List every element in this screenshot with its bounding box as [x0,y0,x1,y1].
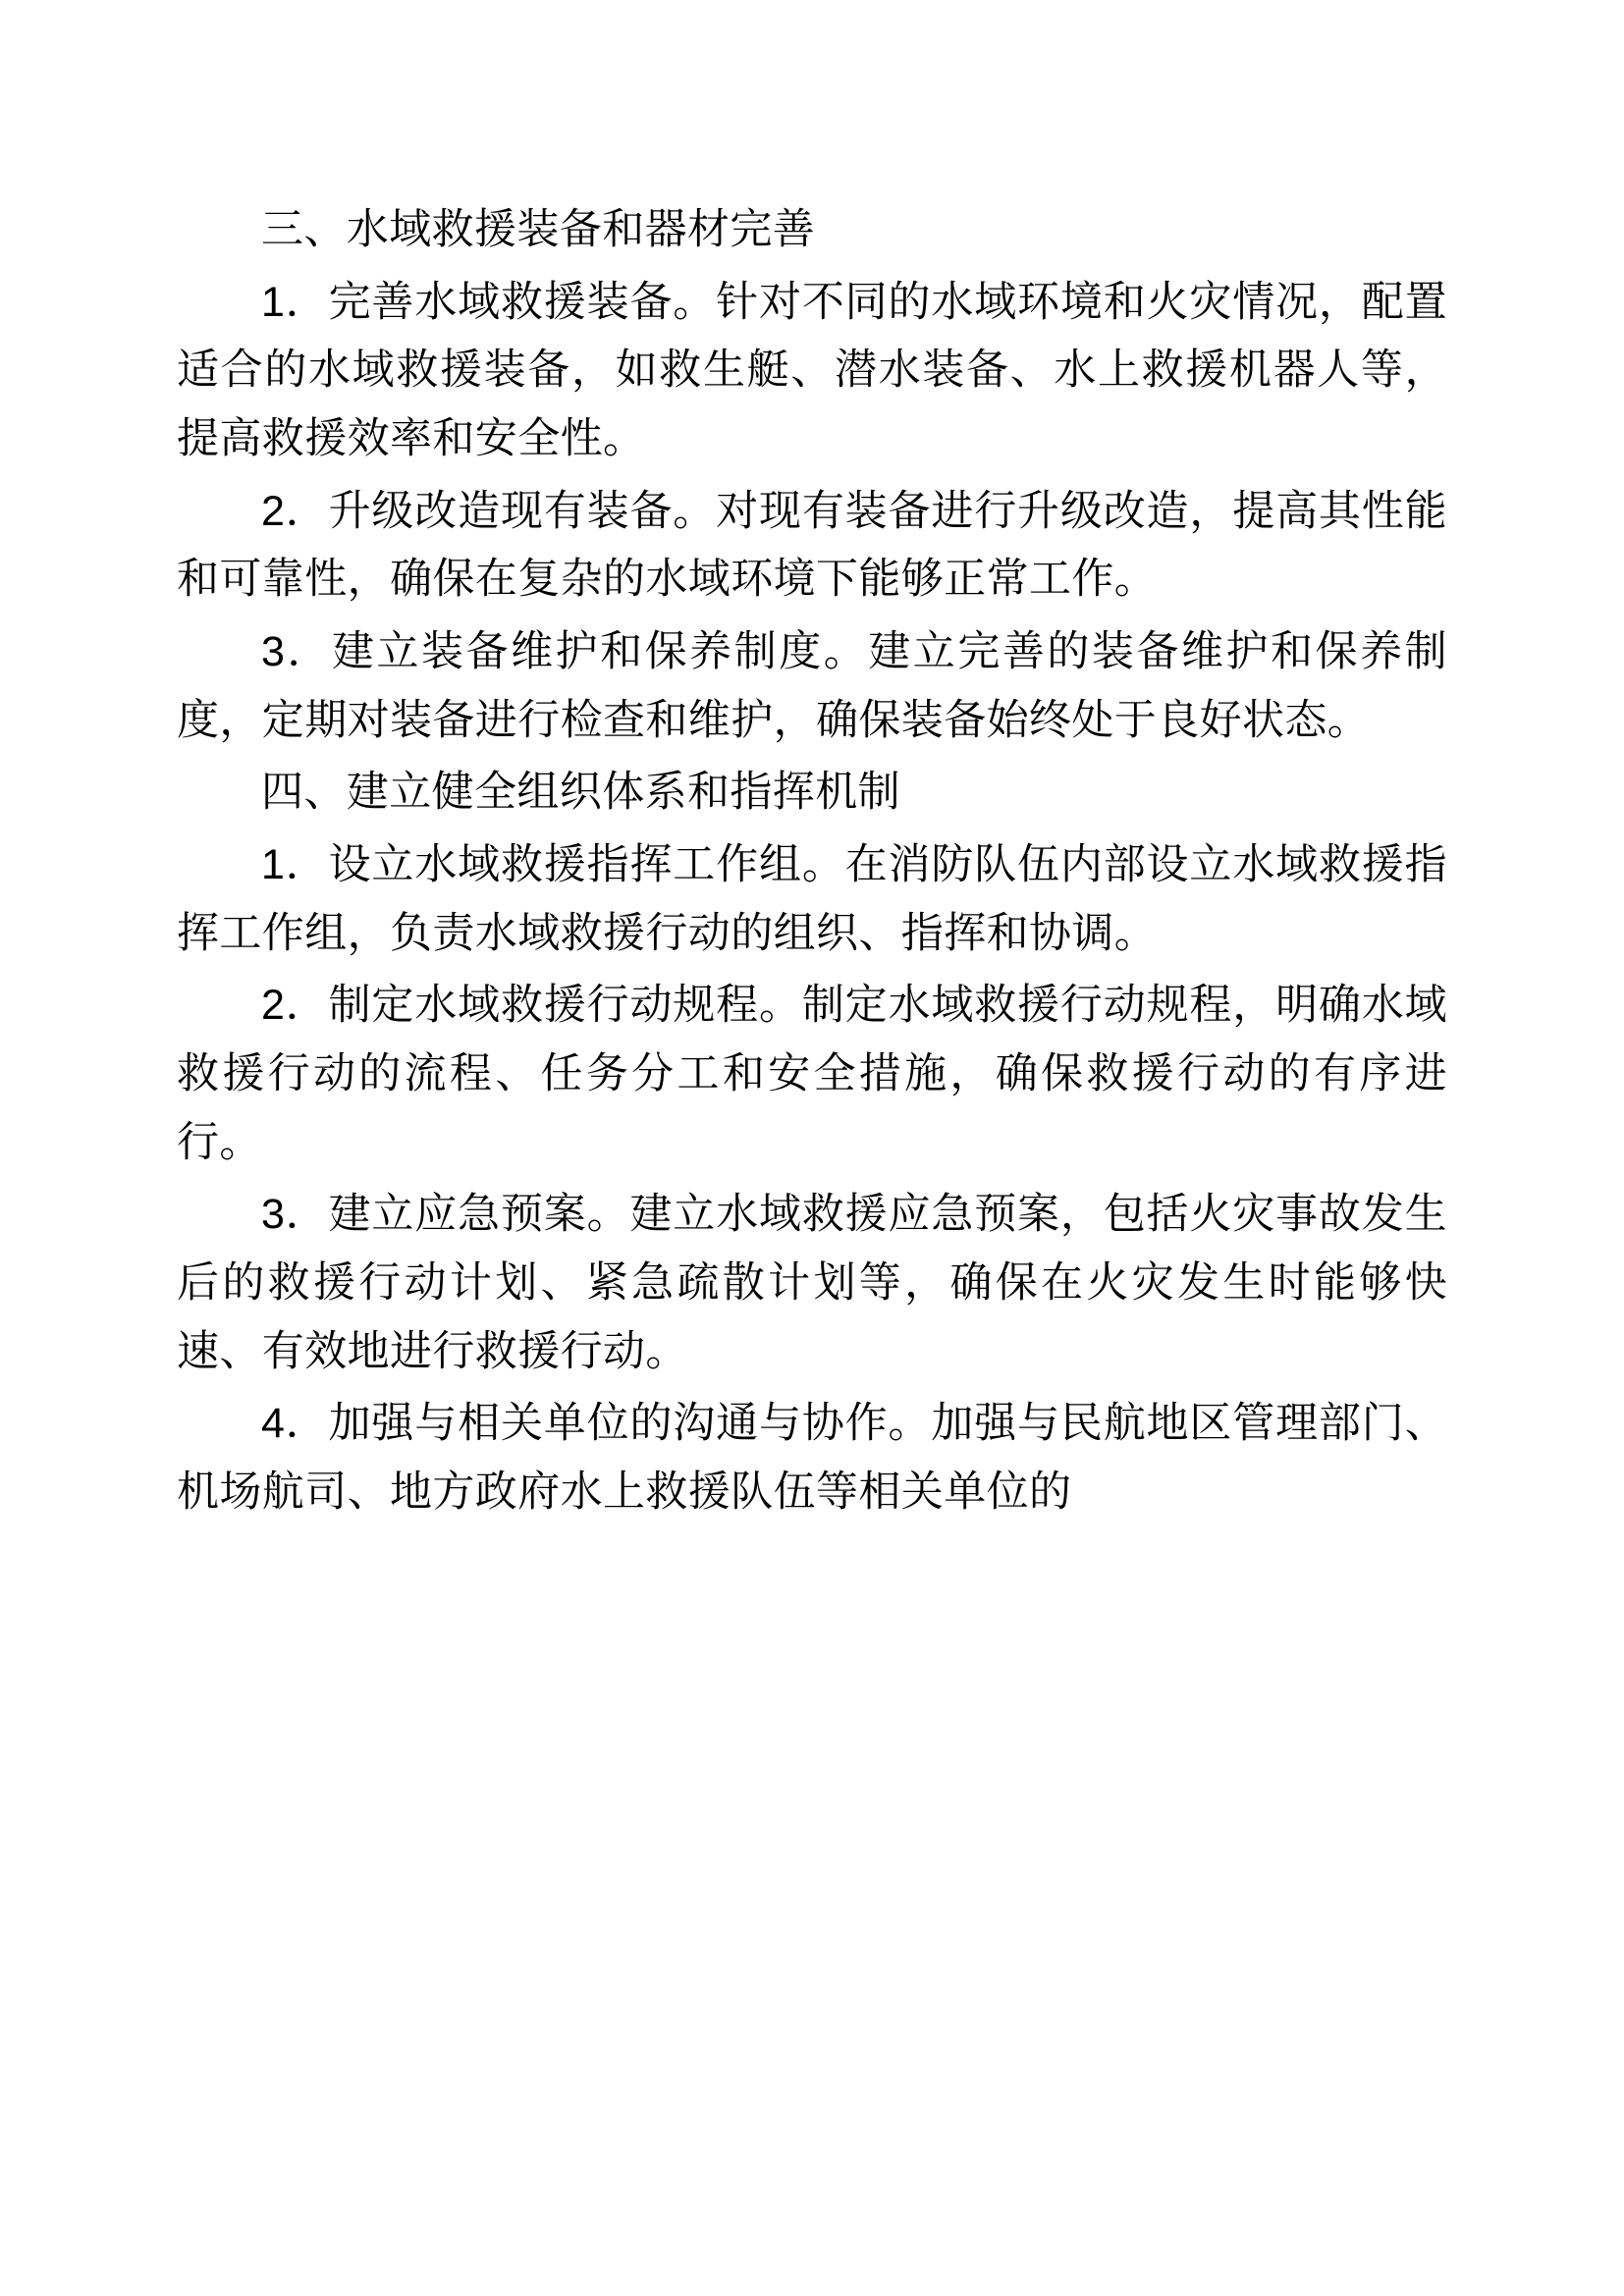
body-paragraph: 2．制定水域救援行动规程。制定水域救援行动规程，明确水域救援行动的流程、任务分工和安全措施，确保救援行动的有序进行。 [177,982,1447,1166]
body-paragraph: 4．加强与相关单位的沟通与协作。加强与民航地区管理部门、机场航司、地方政府水上救援队伍等相关单位的 [177,1400,1447,1516]
body-paragraph: 1．完善水域救援装备。针对不同的水域环境和火灾情况，配置适合的水域救援装备，如救生艇、潜水装备、水上救援机器人等，提高救援效率和安全性。 [177,278,1447,462]
body-paragraph: 1．设立水域救援指挥工作组。在消防队伍内部设立水域救援指挥工作组，负责水域救援行动的组织、指挥和协调。 [177,840,1447,957]
body-paragraph: 2．升级改造现有装备。对现有装备进行升级改造，提高其性能和可靠性，确保在复杂的水域环境下能够正常工作。 [177,487,1447,604]
section-heading: 四、建立健全组织体系和指挥机制 [261,769,900,817]
section-heading: 三、水域救援装备和器材完善 [261,206,816,253]
body-paragraph: 3．建立应急预案。建立水域救援应急预案，包括火灾事故发生后的救援行动计划、紧急疏散计划等，确保在火灾发生时能够快速、有效地进行救援行动。 [177,1191,1447,1375]
document-body [177,196,1447,1526]
body-paragraph: 3．建立装备维护和保养制度。建立完善的装备维护和保养制度，定期对装备进行检查和维护，确保装备始终处于良好状态。 [177,627,1447,744]
